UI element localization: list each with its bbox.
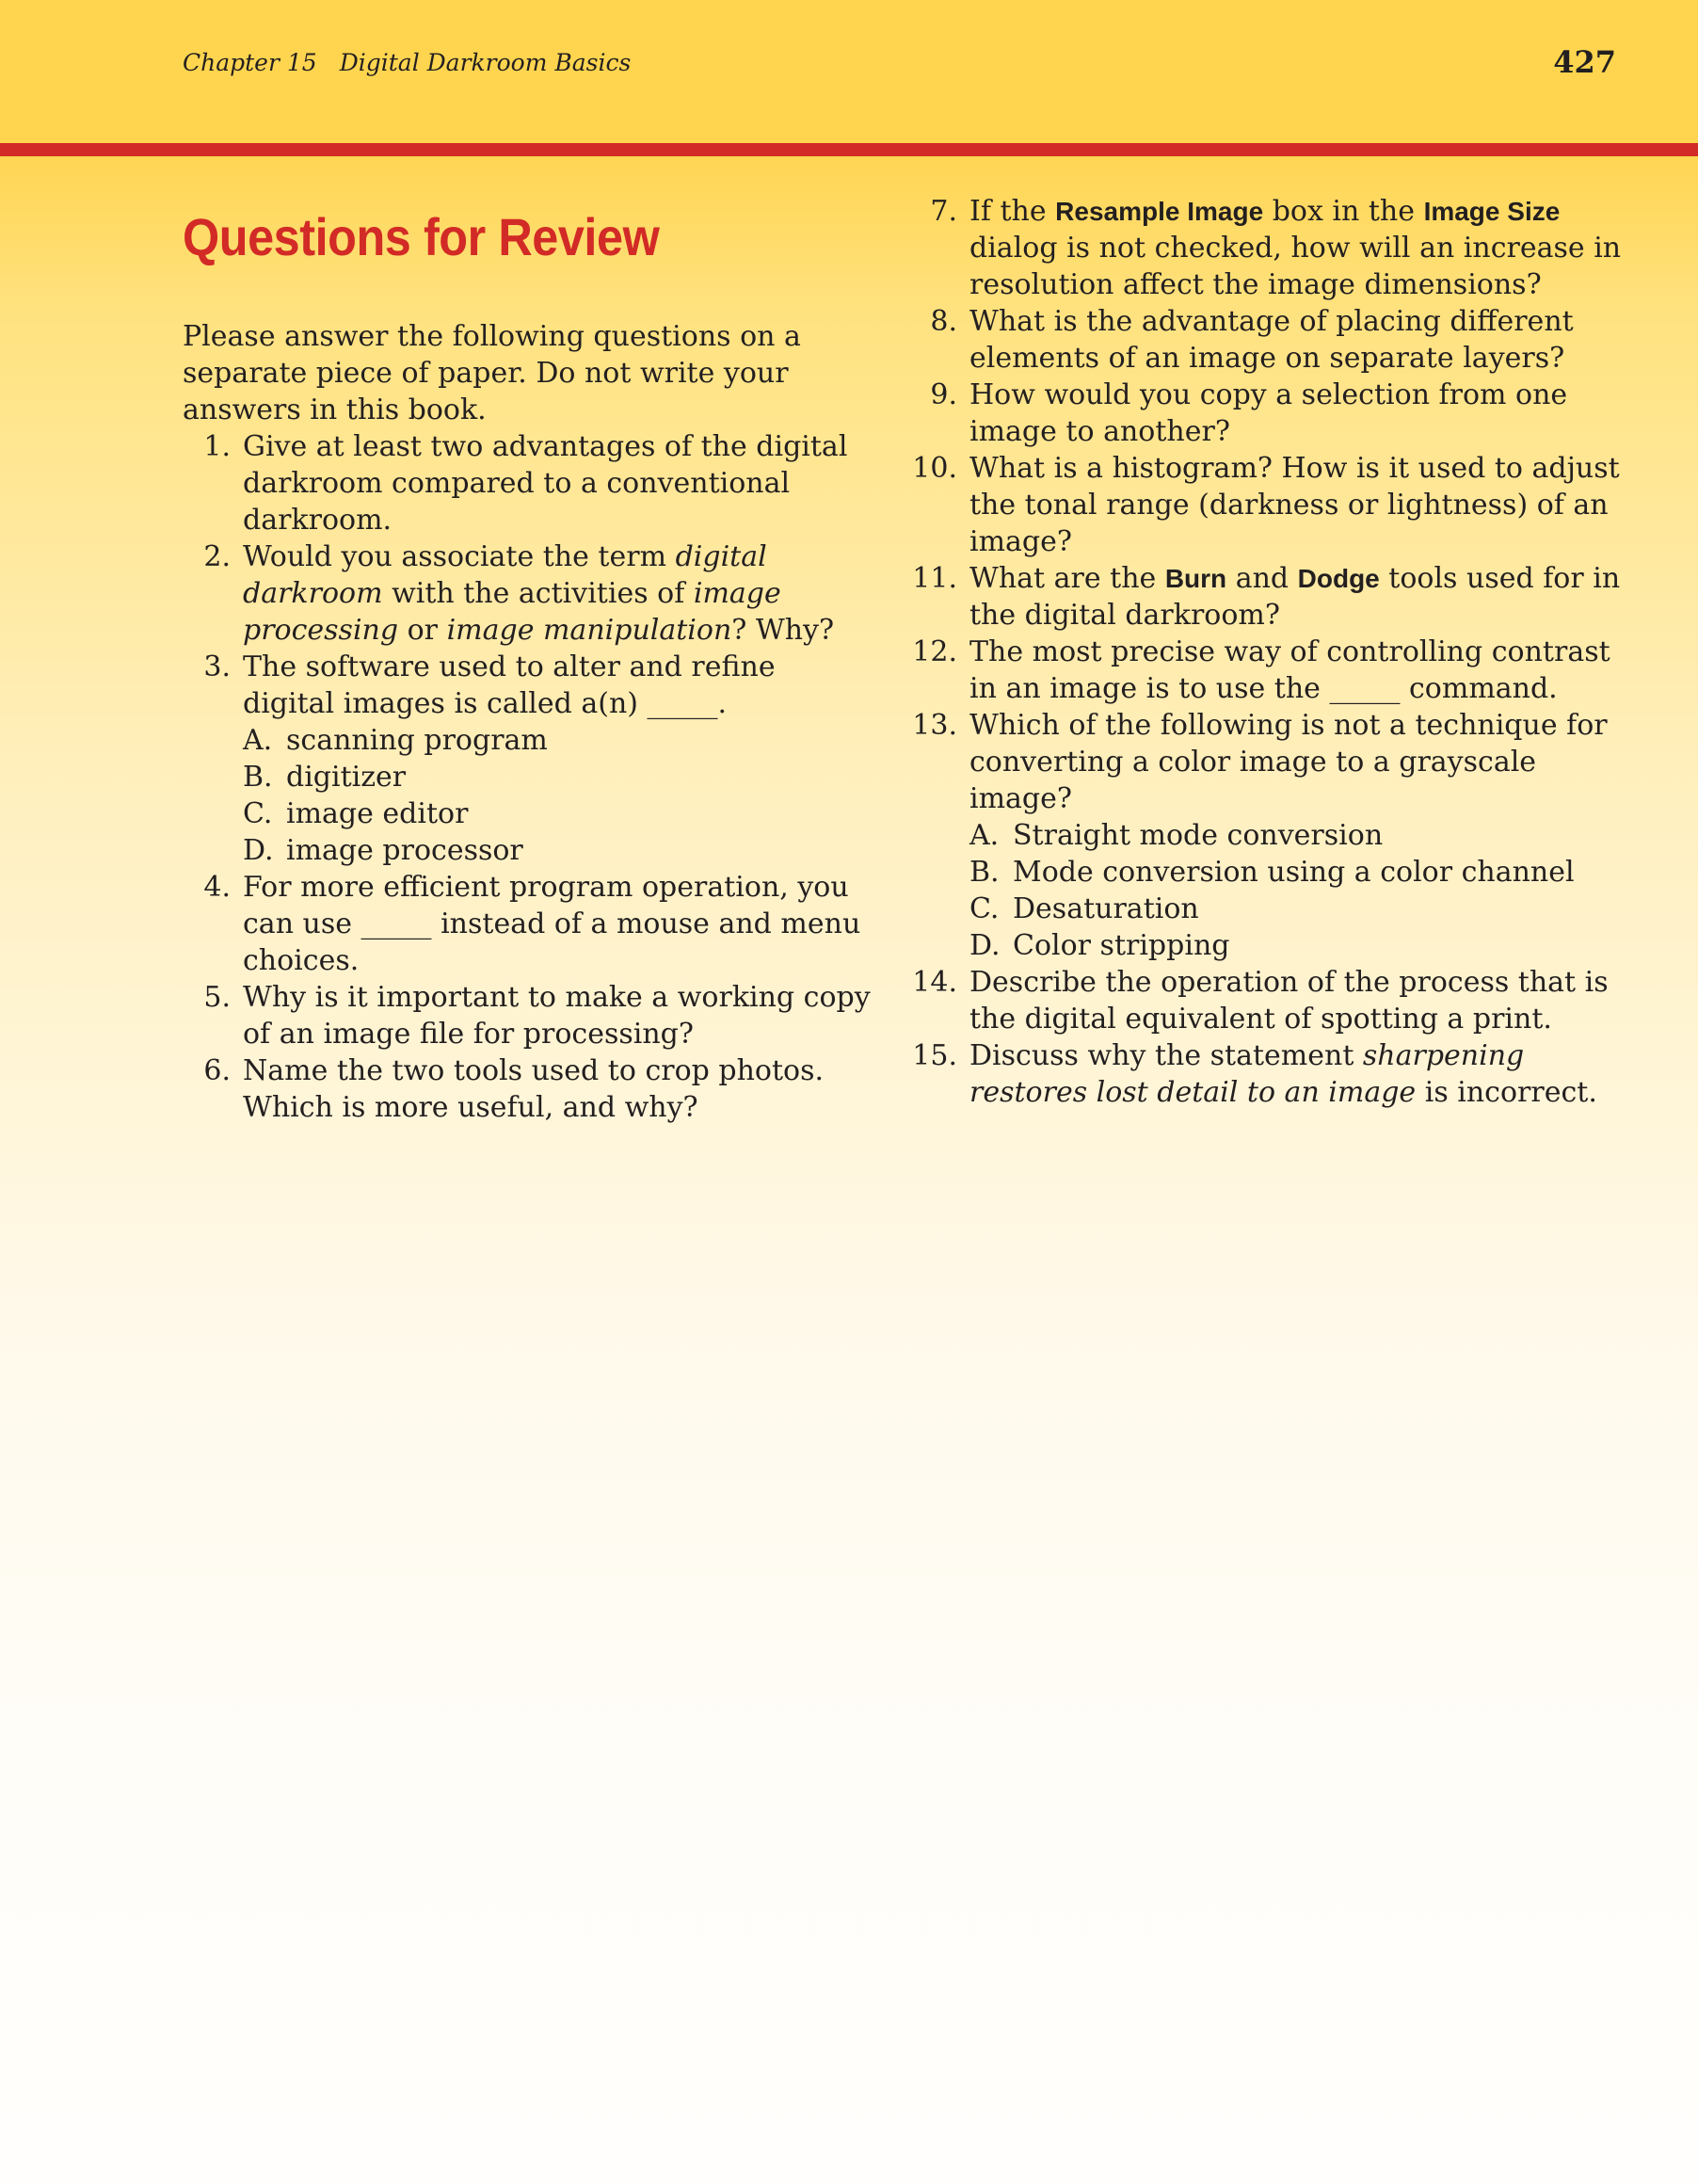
- question-text-run: What is the advantage of placing different elements of an image on separate layers?: [969, 305, 1574, 375]
- right-column: [909, 193, 1625, 1111]
- question-item: [183, 869, 874, 979]
- answer-option: [243, 722, 874, 759]
- question-emphasis: image manipulation: [446, 614, 732, 647]
- answer-options: [969, 817, 1625, 964]
- question-text-run: ? Why?: [731, 614, 835, 647]
- question-emphasis: image processing: [243, 577, 781, 647]
- question-emphasis: digital darkroom: [243, 540, 767, 610]
- question-item: [909, 1037, 1625, 1111]
- question-item: [909, 634, 1625, 707]
- answer-option: [243, 759, 874, 795]
- option-text: Desaturation: [1013, 892, 1199, 925]
- question-text: [969, 966, 1609, 1036]
- question-number: 14.: [912, 966, 957, 999]
- option-letter: B.: [243, 761, 273, 794]
- question-text: [243, 871, 860, 977]
- option-text: image processor: [286, 834, 523, 867]
- question-text-run: Name the two tools used to crop photos. Which is more useful, and why?: [243, 1054, 825, 1124]
- question-text: [969, 378, 1567, 448]
- question-text: [243, 1054, 824, 1124]
- question-number: 6.: [203, 1054, 231, 1087]
- question-text-run: The most precise way of controlling contrast in an image is to use the _____ command.: [969, 635, 1610, 705]
- option-text: image editor: [286, 797, 469, 830]
- question-item: [909, 560, 1625, 634]
- question-number: 15.: [912, 1039, 957, 1072]
- option-letter: B.: [969, 856, 1000, 889]
- question-text-run: For more efficient program operation, you can use _____ instead of a mouse and menu choices.: [243, 871, 861, 977]
- running-head: [183, 49, 631, 76]
- option-letter: D.: [243, 834, 274, 867]
- ui-term: Burn: [1164, 564, 1227, 593]
- option-text: Straight mode conversion: [1013, 819, 1384, 852]
- question-item: [909, 450, 1625, 560]
- question-number: 13.: [912, 709, 957, 742]
- answer-option: [243, 795, 874, 832]
- question-text: [969, 1039, 1597, 1109]
- question-item: [909, 303, 1625, 377]
- header-rule: [0, 143, 1698, 156]
- option-text: Color stripping: [1013, 929, 1230, 962]
- question-number: 12.: [912, 635, 957, 668]
- question-item: [909, 377, 1625, 450]
- question-text-run: is incorrect.: [1416, 1076, 1597, 1109]
- answer-option: [969, 927, 1625, 964]
- question-number: 5.: [203, 981, 231, 1014]
- question-text-run: box in the: [1263, 195, 1424, 228]
- page-number: 427: [1553, 44, 1616, 80]
- question-text-run: Describe the operation of the process that is the digital equivalent of spotting a print.: [969, 966, 1609, 1036]
- section-title: Questions for Review: [183, 207, 660, 266]
- question-number: 10.: [912, 452, 957, 485]
- option-text: digitizer: [286, 761, 407, 794]
- question-text-run: The software used to alter and refine digital images is called a(n) _____.: [243, 650, 776, 720]
- option-letter: C.: [969, 892, 1000, 925]
- answer-options: [243, 722, 874, 869]
- question-text-run: If the: [969, 195, 1056, 228]
- ui-term: Resample Image: [1055, 197, 1264, 226]
- question-item: [183, 979, 874, 1052]
- question-text: [243, 430, 847, 537]
- question-text-run: How would you copy a selection from one image to another?: [969, 378, 1568, 448]
- question-text-run: tools used for in the digital darkroom?: [969, 562, 1621, 632]
- question-text: [969, 195, 1621, 301]
- question-text: [969, 562, 1620, 632]
- intro-paragraph: Please answer the following questions on a separate piece of paper. Do not write your answers in this book.: [183, 320, 801, 426]
- question-text: [243, 650, 776, 720]
- left-column: [183, 193, 874, 1126]
- question-list: [183, 428, 874, 1126]
- answer-option: [969, 817, 1625, 854]
- question-text-run: Would you associate the term: [243, 540, 676, 573]
- ui-term: Dodge: [1297, 564, 1380, 593]
- answer-option: [969, 854, 1625, 891]
- question-text-run: What is a histogram? How is it used to adjust the tonal range (darkness or lightness) of an image?: [969, 452, 1620, 558]
- question-text: [969, 709, 1608, 815]
- answer-option: [243, 832, 874, 869]
- question-text: [243, 981, 871, 1051]
- question-number: 7.: [930, 195, 957, 228]
- question-item: [183, 538, 874, 649]
- question-number: 11.: [912, 562, 957, 595]
- question-number: 8.: [930, 305, 957, 338]
- question-text-run: What are the: [969, 562, 1165, 595]
- question-text: [243, 540, 834, 647]
- chapter-title: Digital Darkroom Basics: [339, 49, 632, 76]
- question-text: [969, 635, 1610, 705]
- option-letter: A.: [969, 819, 1000, 852]
- option-text: Mode conversion using a color channel: [1013, 856, 1575, 889]
- question-item: [183, 1052, 874, 1126]
- question-text-run: Which of the following is not a technique for converting a color image to a grayscale image?: [969, 709, 1608, 815]
- question-text-run: Discuss why the statement: [969, 1039, 1363, 1072]
- question-item: [909, 707, 1625, 964]
- question-item: [183, 649, 874, 869]
- ui-term: Image Size: [1423, 197, 1561, 226]
- question-number: 3.: [203, 650, 231, 683]
- option-letter: C.: [243, 797, 273, 830]
- option-letter: D.: [969, 929, 1001, 962]
- question-text-run: Why is it important to make a working copy of an image file for processing?: [243, 981, 871, 1051]
- question-number: 9.: [930, 378, 957, 411]
- question-text-run: and: [1226, 562, 1298, 595]
- question-number: 2.: [203, 540, 231, 573]
- question-number: 4.: [203, 871, 231, 904]
- question-text-run: or: [398, 614, 447, 647]
- option-text: scanning program: [286, 724, 548, 757]
- question-text: [969, 305, 1574, 375]
- question-text: [969, 452, 1620, 558]
- question-item: [909, 193, 1625, 303]
- question-number: 1.: [203, 430, 231, 463]
- question-text-run: Give at least two advantages of the digital darkroom compared to a conventional darkroom.: [243, 430, 848, 537]
- question-text-run: with the activities of: [382, 577, 694, 610]
- option-letter: A.: [243, 724, 273, 757]
- chapter-number: Chapter 15: [183, 49, 317, 76]
- question-item: [183, 428, 874, 538]
- answer-option: [969, 891, 1625, 927]
- question-list-continued: [909, 193, 1625, 1111]
- question-item: [909, 964, 1625, 1037]
- question-text-run: dialog is not checked, how will an increase in resolution affect the image dimensions?: [969, 232, 1622, 301]
- question-emphasis: sharpening restores lost detail to an image: [969, 1039, 1525, 1109]
